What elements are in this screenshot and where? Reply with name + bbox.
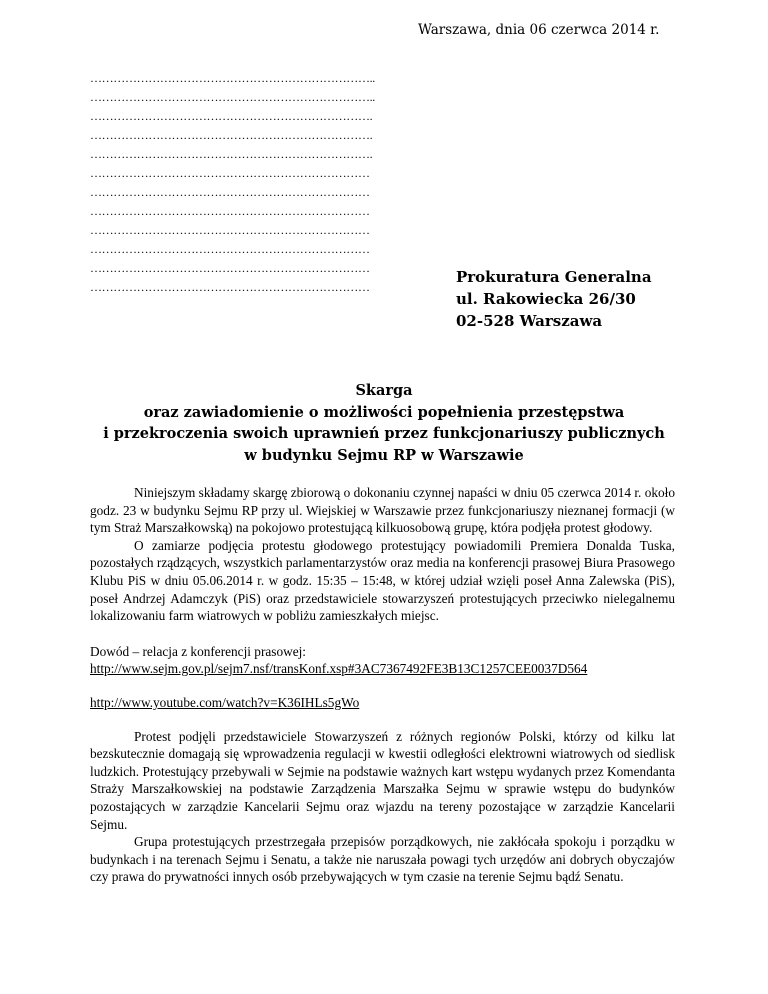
recipient-street: ul. Rakowiecka 26/30 <box>456 290 636 308</box>
recipient-city: 02-528 Warszawa <box>456 312 603 330</box>
dotted-line: ……………………………………………………………… <box>90 242 370 256</box>
evidence-link-youtube[interactable]: http://www.youtube.com/watch?v=K36IHLs5gWo <box>90 694 360 710</box>
dotted-line: ……………………………………………………………… <box>90 166 370 180</box>
document-title <box>60 380 708 466</box>
dotted-line: ……………………………………………………………….. <box>90 90 375 104</box>
paragraph-conduct: Grupa protestujących przestrzegała przepisów porządkowych, nie zakłócała spokoju i porządku w budynkach i na terenach Sejmu i Senatu, a także nie naruszała powagi tych urzędów ani dobrych obyczajów czy prawa do prywatności innych osób przebywających w tym czasie na terenie Sejmu bądź Senatu. <box>90 834 675 885</box>
title-line-4: w budynku Sejmu RP w Warszawie <box>244 446 524 464</box>
dotted-line: ……………………………………………………………… <box>90 204 370 218</box>
recipient-address <box>456 266 652 332</box>
dotted-line: ……………………………………………………………… <box>90 280 370 294</box>
evidence-link-sejm[interactable]: http://www.sejm.gov.pl/sejm7.nsf/transKonf.xsp#3AC7367492FE3B13C1257CEE0037D564 <box>90 661 588 677</box>
evidence-label: Dowód – relacja z konferencji prasowej: <box>90 643 306 659</box>
dotted-line: ………………………………………………………………. <box>90 128 373 142</box>
paragraph-notification: O zamiarze podjęcia protestu głodowego protestujący powiadomili Premiera Donalda Tuska, pozostałych rządzących, wszystkich parlamentarzystów oraz media na konferencji prasowej Biura Prasowego Klubu PiS w dniu 05.06.2014 r. w godz. 15:35 – 15:48, w której udział wzięli poseł Anna Zalewska (PiS), poseł Andrzej Adamczyk (PiS) oraz przedstawiciele stowarzyszeń protestujących przeciwko nielegalnemu lokalizowaniu farm wiatrowych w pobliżu zamieszkałych miejsc. <box>90 537 675 624</box>
paragraph-complaint: Niniejszym składamy skargę zbiorową o dokonaniu czynnej napaści w dniu 05 czerwca 2014 r. około godz. 23 w budynku Sejmu RP przy ul. Wiejskiej w Warszawie przez funkcjonariuszy nieznanej formacji (w tym Straż Marszałkowską) na pokojowo protestującą kilkuosobową grupę, która podjęła protest głodowy. <box>90 485 675 536</box>
dotted-line: ……………………………………………………………… <box>90 185 370 199</box>
dotted-line: ……………………………………………………………….. <box>90 71 375 85</box>
date-line: Warszawa, dnia 06 czerwca 2014 r. <box>418 22 660 38</box>
document-body <box>90 484 675 886</box>
dotted-line: ……………………………………………………………… <box>90 261 370 275</box>
dotted-line: ………………………………………………………………. <box>90 147 373 161</box>
dotted-line: ……………………………………………………………… <box>90 223 370 237</box>
recipient-name: Prokuratura Generalna <box>456 268 652 286</box>
sender-address-placeholder <box>90 69 400 297</box>
title-line-1: Skarga <box>355 382 413 399</box>
title-line-3: i przekroczenia swoich uprawnień przez funkcjonariuszy publicznych <box>103 425 665 442</box>
title-line-2: oraz zawiadomienie o możliwości popełnienia przestępstwa <box>143 403 625 421</box>
paragraph-protesters: Protest podjęli przedstawiciele Stowarzyszeń z różnych regionów Polski, którzy od kilku lat bezskutecznie domagają się wprowadzenia regulacji w kwestii odległości elektrowni wiatrowych od siedlisk ludzkich. Protestujący przebywali w Sejmie na podstawie ważnych kart wstępu wydanych przez Komendanta Straży Marszałkowskiej na podstawie Zarządzenia Marszałka Sejmu w sprawie wstępu do budynków pozostających w zarządzie Kancelarii Sejmu oraz wjazdu na tereny pozostające w zarządzie Kancelarii Sejmu. <box>90 728 675 832</box>
dotted-line: ………………………………………………………………. <box>90 109 373 123</box>
